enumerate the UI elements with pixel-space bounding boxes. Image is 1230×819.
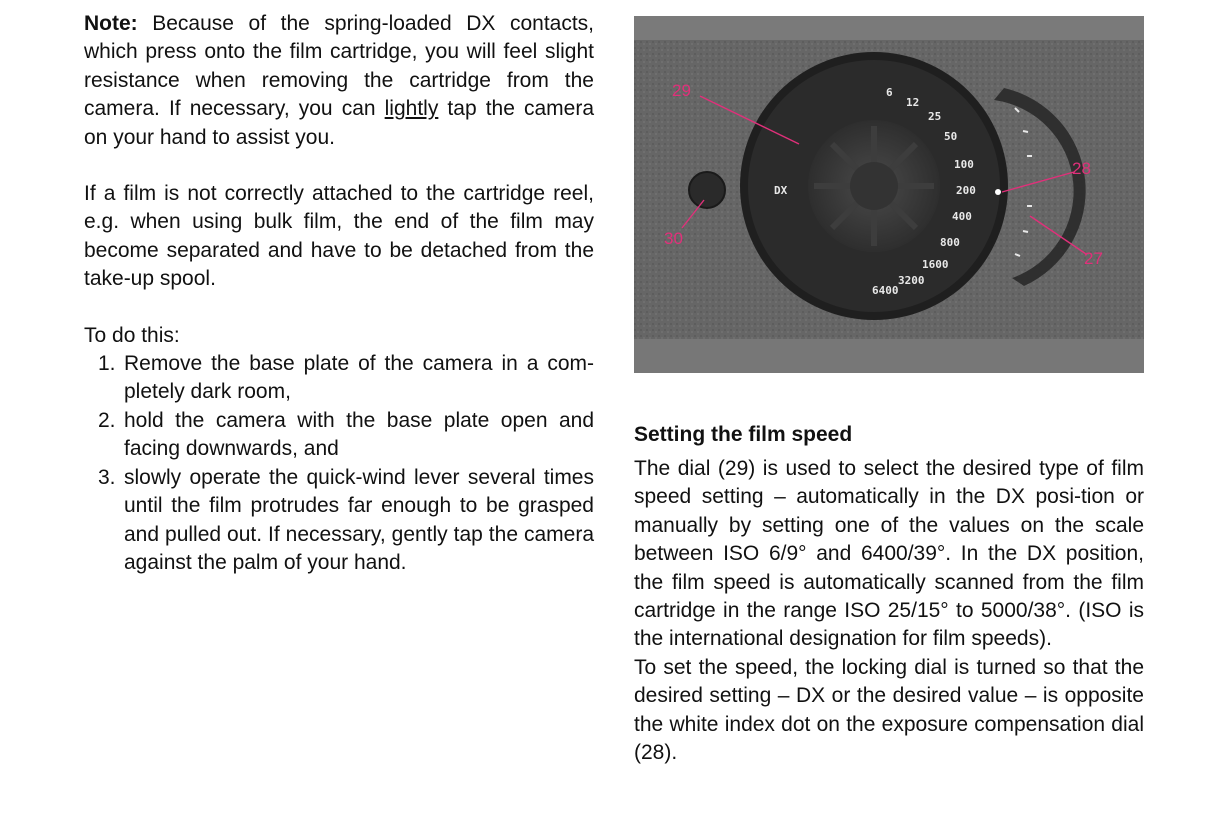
callout-27: 27 xyxy=(1084,249,1103,268)
iso-label: 50 xyxy=(944,130,958,143)
note-label: Note: xyxy=(84,12,138,35)
step-text: hold the camera with the base plate open and facing downwards, and xyxy=(124,408,594,461)
step-number: 3. xyxy=(98,465,116,489)
callout-29: 29 xyxy=(672,81,691,100)
white-index-dot xyxy=(995,189,1001,195)
dx-label: DX xyxy=(774,184,788,197)
film-speed-paragraph-2: To set the speed, the locking dial is turned so that the desired setting – DX or the desired value – is opposite the white index dot on the exposure compensation dial (28). xyxy=(634,655,1144,765)
iso-label: 200 xyxy=(956,184,976,197)
rewind-release-button xyxy=(689,172,725,208)
left-column xyxy=(84,10,594,577)
iso-label: 100 xyxy=(954,158,974,171)
step-number: 1. xyxy=(98,352,116,376)
locking-dial-hub xyxy=(850,162,898,210)
note-text-after: tap the camera on your hand to assist you. xyxy=(84,97,594,149)
callout-28: 28 xyxy=(1072,159,1091,178)
camera-dial-photo xyxy=(634,16,1144,373)
iso-label: 400 xyxy=(952,210,972,223)
camera-top-edge xyxy=(634,16,1144,40)
callout-30: 30 xyxy=(664,229,683,248)
iso-label: 1600 xyxy=(922,258,949,271)
iso-label: 25 xyxy=(928,110,942,123)
camera-bottom-edge xyxy=(634,339,1144,373)
iso-label: 6400 xyxy=(872,284,899,297)
steps-intro: To do this: xyxy=(84,323,180,347)
iso-label: 800 xyxy=(940,236,960,249)
step-number: 2. xyxy=(98,408,116,432)
section-heading: Setting the film speed xyxy=(634,423,853,446)
iso-label: 3200 xyxy=(898,274,925,287)
iso-label: 6 xyxy=(886,86,893,99)
bulk-film-paragraph: If a film is not correctly attached to the cartridge reel, e.g. when using bulk film, the end of the film may become separated and have to be detached from the take-up spool. xyxy=(84,182,594,291)
step-text: slowly operate the quick-wind lever several times until the film protrudes far enough to be grasped and pulled out. If necessary, gently tap the camera against the palm of your hand. xyxy=(124,465,594,574)
step-text: Remove the base plate of the camera in a com-pletely dark room, xyxy=(124,352,594,404)
list-item xyxy=(84,350,594,407)
note-underlined-word: lightly xyxy=(384,97,439,121)
note-paragraph xyxy=(84,10,594,152)
list-item xyxy=(84,464,594,578)
iso-label: 12 xyxy=(906,96,920,109)
camera-dial-illustration xyxy=(634,16,1144,373)
right-column xyxy=(634,421,1144,767)
list-item xyxy=(84,407,594,464)
steps-list xyxy=(84,350,594,577)
film-speed-paragraph-1: The dial (29) is used to select the desired type of film speed setting – automatically in the DX posi-tion or manually by setting one of the values on the scale between ISO 6/9° and 6400/39°. In the DX position, the film speed is automatically scanned from the film cartridge in the range ISO 25/15° to 5000/38°. (ISO is the international designation for film speeds). xyxy=(634,457,1144,651)
note-text-before: Because of the spring-loaded DX contacts, which press onto the film cartridge, you will feel slight resistance when removing the cartridge from the camera. If necessary, you can xyxy=(84,12,594,121)
